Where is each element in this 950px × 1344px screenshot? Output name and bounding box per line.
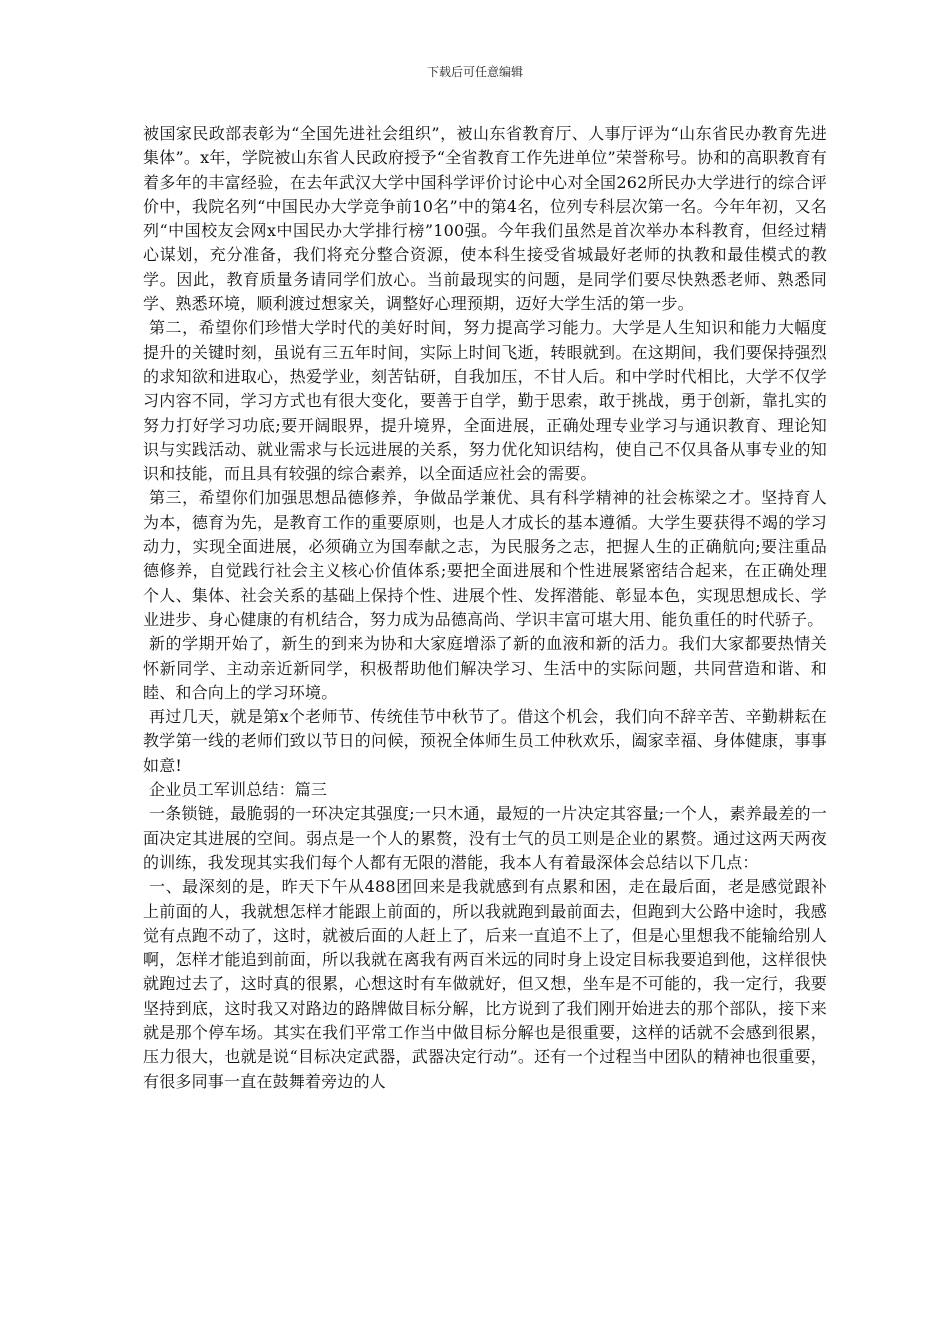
paragraph-4: 新的学期开始了，新生的到来为协和大家庭增添了新的血液和新的活力。我们大家都要热情关怀新同学、主动亲近新同学，积极帮助他们解决学习、生活中的实际问题，共同营造和谐、和睦、和合向上的学习环境。 bbox=[143, 634, 827, 702]
paragraph-5: 再过几天，就是第x个老师节、传统佳节中秋节了。借这个机会，我们向不辞辛苦、辛勤耕耘在教学第一线的老师们致以节日的问候，预祝全体师生员工仲秋欢乐，阖家幸福、身体健康，事事如意! bbox=[143, 707, 827, 775]
paragraph-7: 一、最深刻的是，昨天下午从488团回来是我就感到有点累和困，走在最后面，老是感觉跟补上前面的人，我就想怎样才能跟上前面的，所以我就跑到最前面去，但跑到大公路中途时，我感觉有点跑不动了，这时，就被后面的人赶上了，后来一直追不上了，但是心里想我不能输给别人啊，怎样才能追到前面，所以我就在离我有两百米远的同时身上设定目标我要追到他，这样很快就跑过去了，这时真的很累，心想这时有车做就好，但又想，坐车是不可能的，我一定行，我要坚持到底，这时我又对路边的路牌做目标分解，比方说到了我们刚开始进去的那个部队，接下来就是那个停车场。其实在我们平常工作当中做目标分解也是很重要，这样的话就不会感到很累，压力很大，也就是说“目标决定武器，武器决定行动”。还有一个过程当中团队的精神也很重要，有很多同事一直在鼓舞着旁边的人 bbox=[143, 877, 827, 1091]
paragraph-2: 第二，希望你们珍惜大学时代的美好时间，努力提高学习能力。大学是人生知识和能力大幅度提升的关键时刻，虽说有三五年时间，实际上时间飞逝，转眼就到。在这期间，我们要保持强烈的求知欲和进取心，热爱学业，刻苦钻研，自我加压，不甘人后。和中学时代相比，大学不仅学习内容不同，学习方式也有很大变化，要善于自学，勤于思索，敢于挑战，勇于创新，靠扎实的努力打好学习功底;要开阔眼界，提升境界，全面进展，正确处理专业学习与通识教育、理论知识与实践活动、就业需求与长远进展的关系，努力优化知识结构，使自己不仅具备从事专业的知识和技能，而且具有较强的综合素养，以全面适应社会的需要。 bbox=[143, 318, 827, 484]
paragraph-6: 一条锁链，最脆弱的一环决定其强度;一只木通，最短的一片决定其容量;一个人，素养最差的一面决定其进展的空间。弱点是一个人的累赘，没有士气的员工则是企业的累赘。通过这两天两夜的训练，我发现其实我们每个人都有无限的潜能，我本人有着最深体会总结以下几点： bbox=[143, 804, 827, 872]
document-body bbox=[143, 122, 827, 1094]
paragraph-1: 被国家民政部表彰为“全国先进社会组织”，被山东省教育厅、人事厅评为“山东省民办教育先进集体”。x年，学院被山东省人民政府授予“全省教育工作先进单位”荣誉称号。协和的高职教育有着多年的丰富经验，在去年武汉大学中国科学评价讨论中心对全国262所民办大学进行的综合评价中，我院名列“中国民办大学竞争前10名”中的第4名，位列专科层次第一名。今年年初，又名列“中国校友会网x中国民办大学排行榜”100强。今年我们虽然是首次举办本科教育，但经过精心谋划，充分准备，我们将充分整合资源，使本科生接受省城最好老师的执教和最佳模式的教学。因此，教育质量务请同学们放心。当前最现实的问题，是同学们要尽快熟悉老师、熟悉同学、熟悉环境，顺利渡过想家关，调整好心理预期，迈好大学生活的第一步。 bbox=[143, 124, 827, 314]
section-heading: 企业员工军训总结：篇三 bbox=[149, 780, 328, 800]
paragraph-3: 第三，希望你们加强思想品德修养，争做品学兼优、具有科学精神的社会栋梁之才。坚持育人为本，德育为先，是教育工作的重要原则，也是人才成长的基本遵循。大学生要获得不竭的学习动力，实现全面进展，必须确立为国奉献之志，为民服务之志，把握人生的正确航向;要注重品德修养，自觉践行社会主义核心价值体系;要把全面进展和个性进展紧密结合起来，在正确处理个人、集体、社会关系的基础上保持个性、进展个性、发挥潜能、彰显本色，实现思想成长、学业进步、身心健康的有机结合，努力成为品德高尚、学识丰富可堪大用、能负重任的时代骄子。 bbox=[143, 488, 827, 629]
page-header: 下载后可任意编辑 bbox=[426, 65, 523, 79]
